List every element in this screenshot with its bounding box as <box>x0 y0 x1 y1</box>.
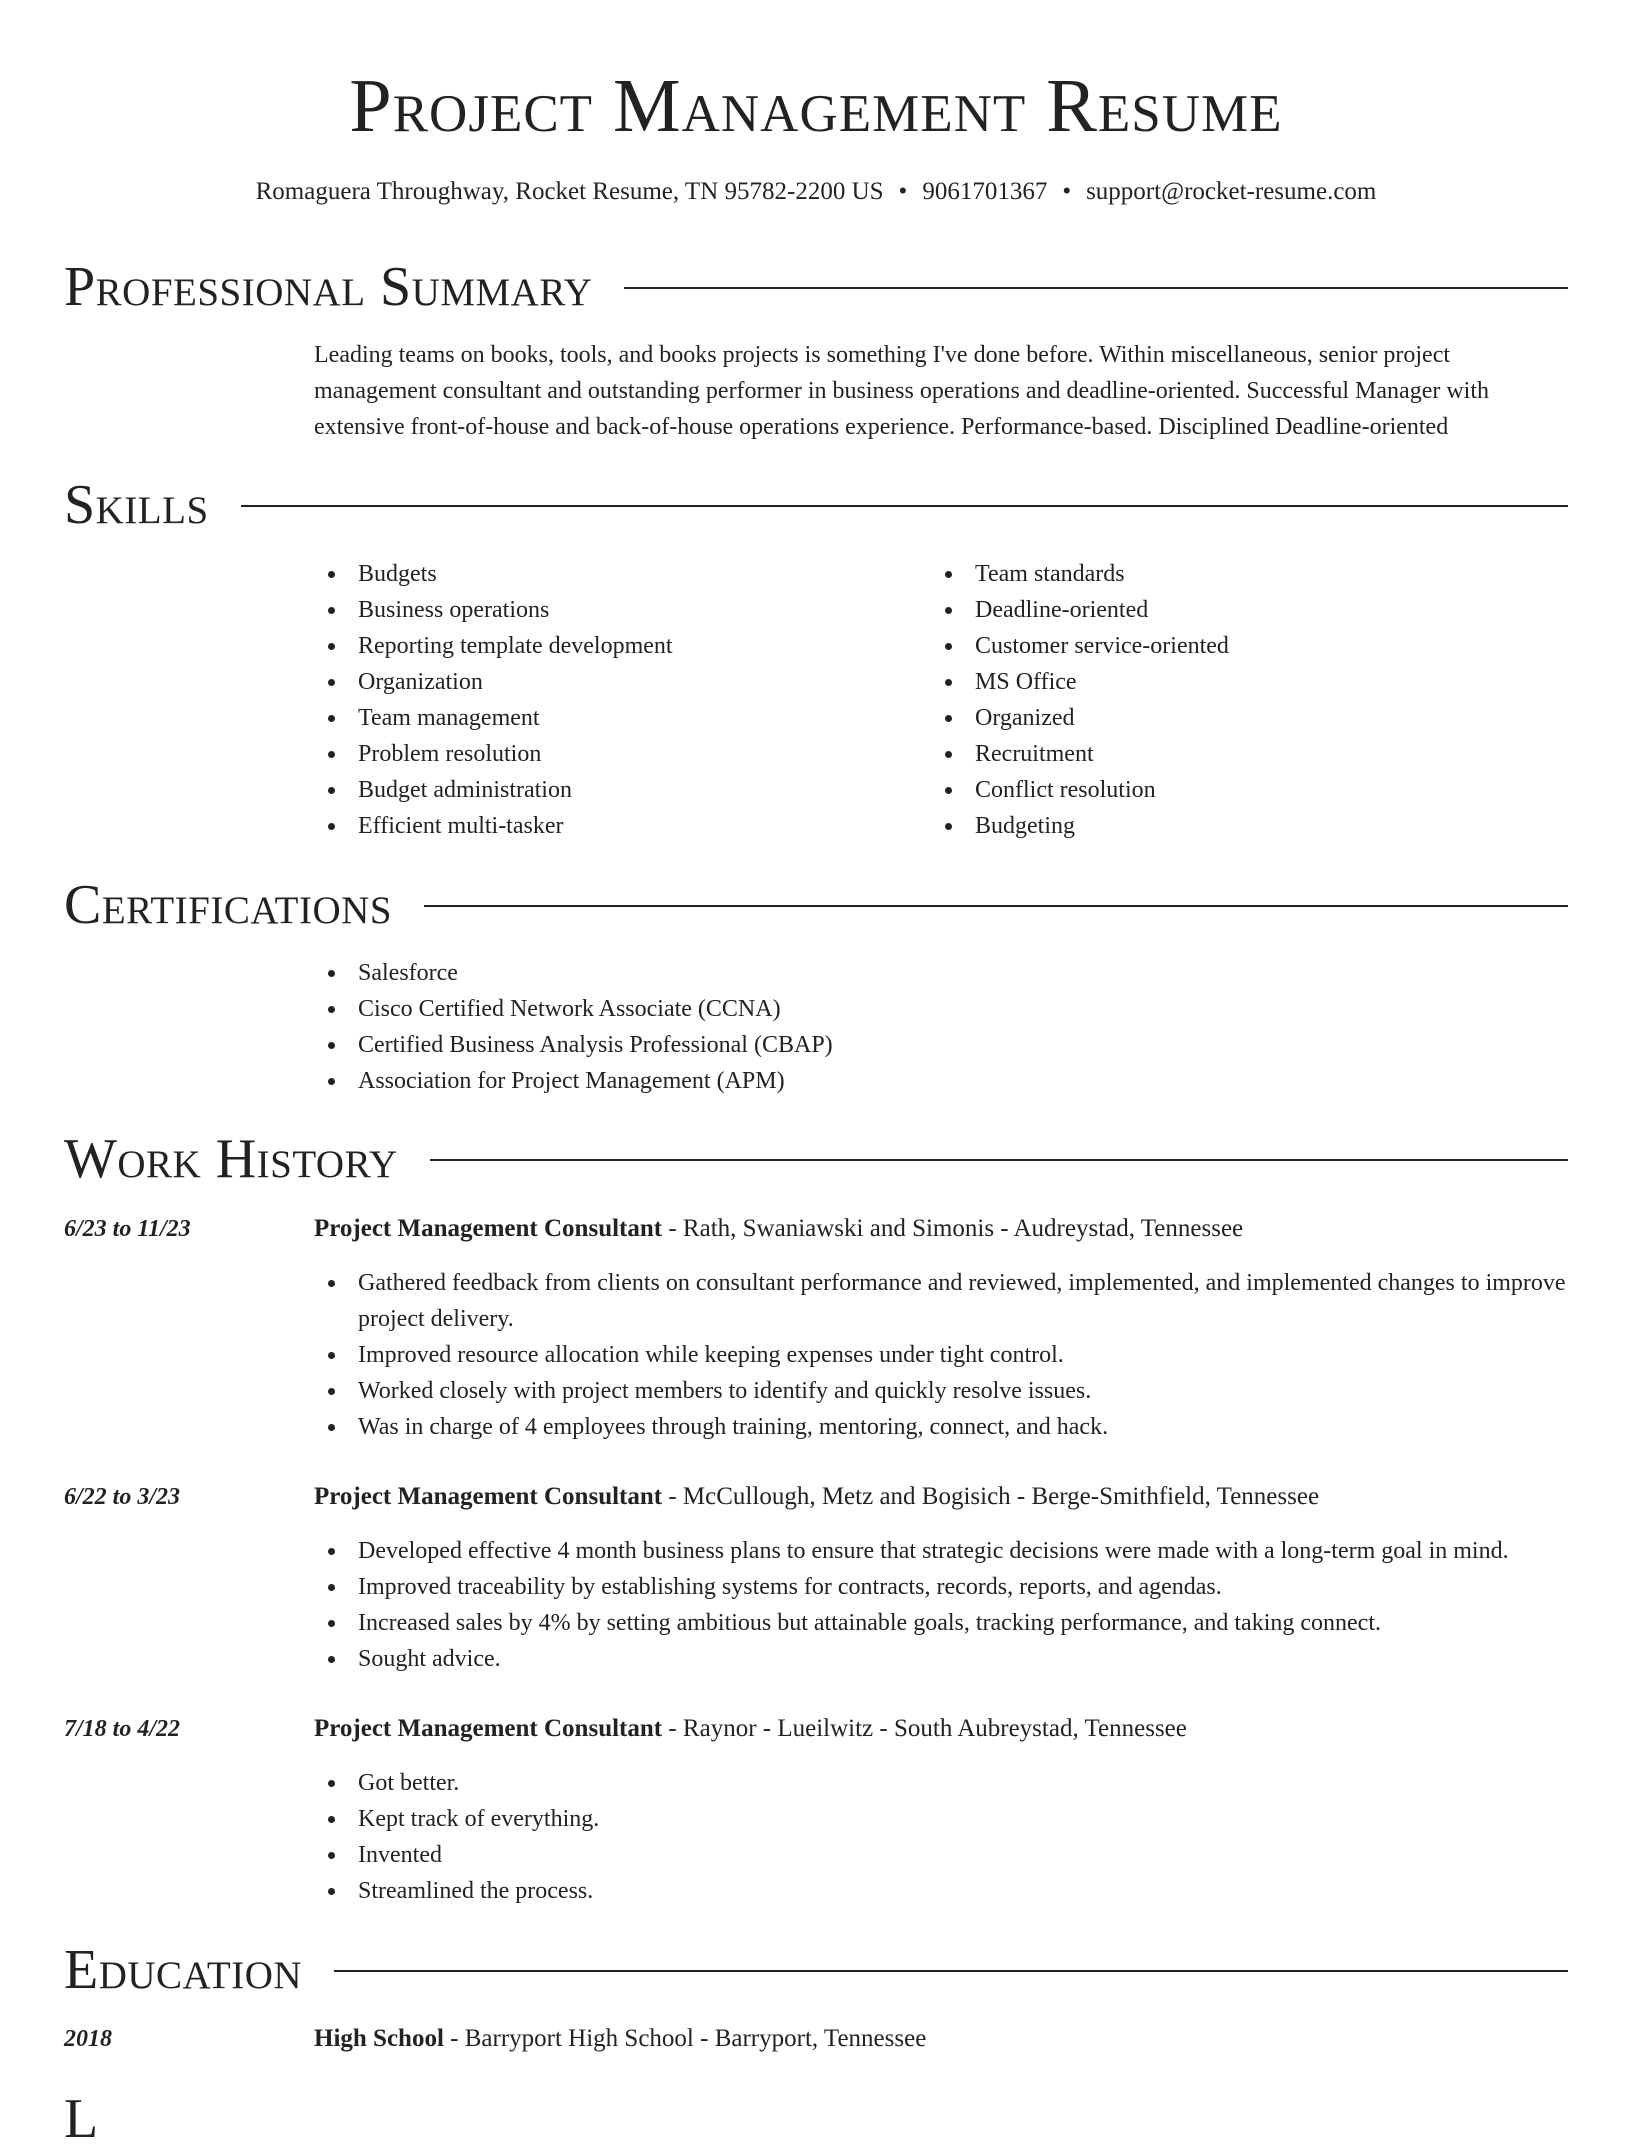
job-bullet: Developed effective 4 month business plans to ensure that strategic decisions were made with a long-term goal in mind. <box>314 1533 1594 1569</box>
next-section-heading-partial: L <box>64 2088 99 2150</box>
job-heading <box>314 1711 1594 1747</box>
certifications-heading: Certifications <box>64 874 393 936</box>
skill-item: Problem resolution <box>314 736 914 772</box>
skill-item: Business operations <box>314 592 914 628</box>
job-title: Project Management Consultant <box>314 1483 663 1510</box>
contact-phone: 9061701367 <box>922 178 1048 205</box>
job-bullet: Kept track of everything. <box>314 1801 1594 1837</box>
job-bullet: Improved resource allocation while keeping expenses under tight control. <box>314 1337 1594 1373</box>
job-bullet: Gathered feedback from clients on consultant performance and reviewed, implemented, and implemented changes to improve project delivery. <box>314 1265 1594 1337</box>
job-dates: 6/22 to 3/23 <box>64 1484 181 1510</box>
education-section-header <box>64 1935 1568 2005</box>
resume-title: Project Management Resume <box>349 64 1283 148</box>
section-divider <box>430 1159 1568 1161</box>
skill-item: Customer service-oriented <box>931 628 1531 664</box>
contact-address: Romaguera Throughway, Rocket Resume, TN 95782-2200 US <box>255 178 884 205</box>
summary-section-header <box>64 252 1568 322</box>
skill-item: Conflict resolution <box>931 772 1531 808</box>
skills-list-right <box>931 556 1531 844</box>
skill-item: Organization <box>314 664 914 700</box>
contact-separator: • <box>898 178 908 205</box>
education-year: 2018 <box>64 2026 112 2052</box>
job-heading <box>314 1479 1594 1515</box>
section-divider <box>424 905 1568 907</box>
skill-item: Team management <box>314 700 914 736</box>
job-employer: - Rath, Swaniawski and Simonis - Audreystad, Tennessee <box>662 1215 1244 1242</box>
job-title: Project Management Consultant <box>314 1215 663 1242</box>
skill-item: Recruitment <box>931 736 1531 772</box>
education-heading: Education <box>64 1939 303 2001</box>
job-bullet: Increased sales by 4% by setting ambitious but attainable goals, tracking performance, and taking connect. <box>314 1605 1594 1641</box>
certification-item: Cisco Certified Network Associate (CCNA) <box>314 991 1568 1027</box>
job-bullet: Worked closely with project members to identify and quickly resolve issues. <box>314 1373 1594 1409</box>
job-bullet: Invented <box>314 1837 1594 1873</box>
job-bullets <box>314 1533 1594 1677</box>
job-employer: - McCullough, Metz and Bogisich - Berge-Smithfield, Tennessee <box>662 1483 1320 1510</box>
summary-text: Leading teams on books, tools, and books projects is something I've done before. Within miscellaneous, senior project management consultant and outstanding performer in business operations and deadline-oriented. Successful Manager with extensive front-of-house and back-of-house operations experience. Performance-based. Disciplined Deadline-oriented <box>314 342 1490 440</box>
job-bullet: Was in charge of 4 employees through training, mentoring, connect, and hack. <box>314 1409 1594 1445</box>
certifications-section-header <box>64 870 1568 940</box>
job-bullets <box>314 1765 1594 1909</box>
skill-item: Deadline-oriented <box>931 592 1531 628</box>
job-bullet: Streamlined the process. <box>314 1873 1594 1909</box>
education-school: - Barryport High School - Barryport, Tennessee <box>443 2025 927 2052</box>
contact-line <box>0 176 1632 208</box>
job-bullet: Improved traceability by establishing systems for contracts, records, reports, and agendas. <box>314 1569 1594 1605</box>
skill-item: Budget administration <box>314 772 914 808</box>
skill-item: Team standards <box>931 556 1531 592</box>
skills-list-left <box>314 556 914 844</box>
job-bullets <box>314 1265 1594 1445</box>
skill-item: MS Office <box>931 664 1531 700</box>
job-title: Project Management Consultant <box>314 1715 663 1742</box>
certification-item: Association for Project Management (APM) <box>314 1063 1568 1099</box>
education-degree: High School <box>314 2025 444 2052</box>
certification-item: Salesforce <box>314 955 1568 991</box>
job-bullet: Sought advice. <box>314 1641 1594 1677</box>
job-bullet: Got better. <box>314 1765 1594 1801</box>
skill-item: Reporting template development <box>314 628 914 664</box>
certifications-list <box>314 955 1568 1099</box>
skills-heading: Skills <box>64 474 209 536</box>
education-entry <box>314 2021 1594 2057</box>
work-history-section-header <box>64 1124 1568 1194</box>
skills-section-header <box>64 470 1568 540</box>
skill-item: Budgeting <box>931 808 1531 844</box>
section-divider <box>334 1970 1568 1972</box>
job-heading <box>314 1211 1594 1247</box>
section-divider <box>241 505 1568 507</box>
skill-item: Budgets <box>314 556 914 592</box>
contact-separator: • <box>1062 178 1072 205</box>
job-dates: 7/18 to 4/22 <box>64 1716 181 1742</box>
work-history-heading: Work History <box>64 1128 398 1190</box>
job-dates: 6/23 to 11/23 <box>64 1216 191 1242</box>
certification-item: Certified Business Analysis Professional (CBAP) <box>314 1027 1568 1063</box>
summary-heading: Professional Summary <box>64 256 593 318</box>
skill-item: Efficient multi-tasker <box>314 808 914 844</box>
contact-email: support@rocket-resume.com <box>1086 178 1377 205</box>
job-employer: - Raynor - Lueilwitz - South Aubreystad, Tennessee <box>662 1715 1187 1742</box>
section-divider <box>624 287 1568 289</box>
skill-item: Organized <box>931 700 1531 736</box>
